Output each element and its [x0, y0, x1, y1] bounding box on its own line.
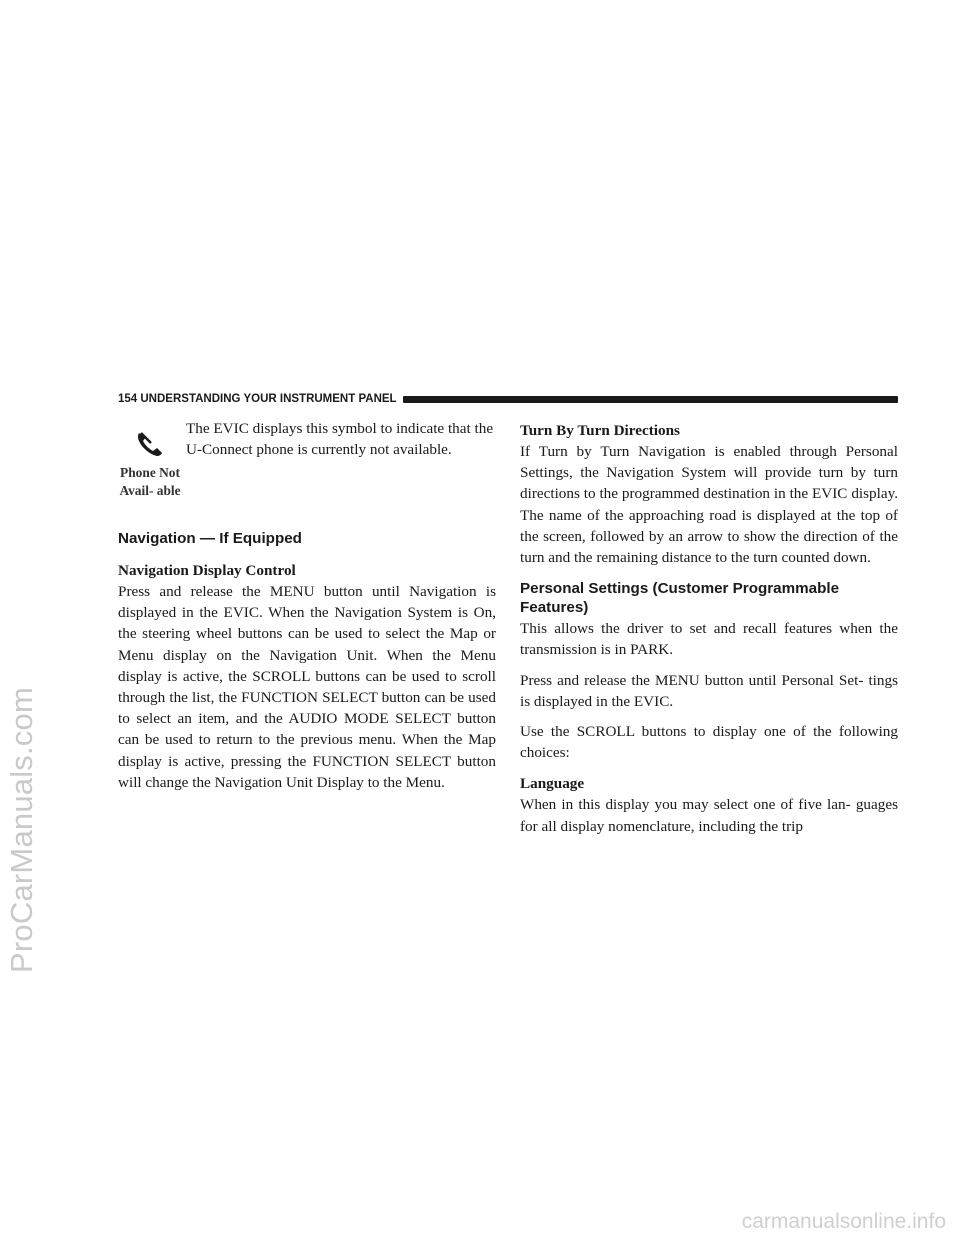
icon-description: The EVIC displays this symbol to indicate that the U-Connect phone is currently not available. [186, 420, 494, 459]
turn-by-turn-body: If Turn by Turn Navigation is enabled through Personal Settings, the Navigation System will provide turn by turn directions to the programmed destination in the EVIC display. The name of the approaching road is displayed at the top of the screen, followed by an arrow to show the direction of the turn and the remaining distance to the turn counted down. [520, 443, 898, 567]
language-body: When in this display you may select one of five lan- guages for all display nomenclature, including the trip [520, 796, 898, 835]
side-watermark-text: ProCarManuals.com [4, 687, 39, 973]
navigation-display-control-body: Press and release the MENU button until Navigation is displayed in the EVIC. When the Navigation System is On, the steering wheel buttons can be used to select the Map or Menu display on the Navigation Unit. When the Menu display is active, the SCROLL buttons can be used to scroll through the list, the FUNCTION SELECT button can be used to select an item, and the AUDIO MODE SELECT button can be used to return to the previous menu. When the Map display is active, pressing the FUNCTION SELECT button will change the Navigation Unit Display to the Menu. [118, 583, 496, 791]
personal-settings-p1: This allows the driver to set and recall features when the transmission is in PARK. [520, 620, 898, 659]
personal-settings-title: Personal Settings (Customer Programmable Features) [520, 580, 840, 617]
page-header-text: 154 UNDERSTANDING YOUR INSTRUMENT PANEL [118, 393, 397, 405]
side-watermark [2, 520, 42, 1140]
navigation-section-title: Navigation — If Equipped [118, 530, 302, 547]
left-column [118, 418, 496, 793]
icon-caption: Phone Not Avail- able [119, 465, 181, 498]
page-header [118, 391, 898, 407]
navigation-display-control-title: Navigation Display Control [118, 562, 296, 579]
right-column [520, 418, 898, 837]
icon-column [118, 418, 182, 499]
language-title: Language [520, 775, 585, 793]
phone-not-available-icon [135, 430, 165, 458]
personal-settings-p2: Press and release the MENU button until Personal Set- tings is displayed in the EVIC. [520, 671, 898, 710]
personal-settings-p3: Use the SCROLL buttons to display one of the following choices: [520, 723, 898, 762]
header-rule [403, 396, 898, 403]
turn-by-turn-title: Turn By Turn Directions [520, 422, 680, 439]
bottom-watermark: carmanualsonline.info [741, 1210, 946, 1233]
phone-icon-block [118, 418, 496, 499]
